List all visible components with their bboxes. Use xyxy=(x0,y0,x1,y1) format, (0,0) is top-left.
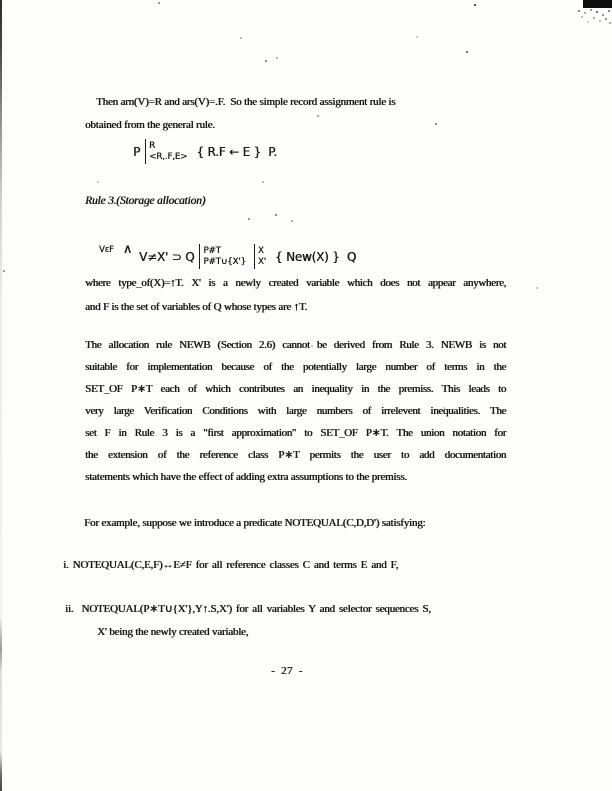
discussion-line7: statements which have the effect of adding extra assumptions to the premiss. xyxy=(85,471,407,483)
discussion-line5: set F in Rule 3 is a "first approximation" to SET_OF P∗T. The union notation for xyxy=(85,427,506,439)
discussion-line4: very large Verification Conditions with large numbers of irrelevent inequalities. The xyxy=(85,405,506,417)
formula1-subscript: <R,.F,E> xyxy=(149,151,188,162)
formula2-bar1-subscript: P#T∪{X'} xyxy=(203,256,246,267)
formula2-stack-2 xyxy=(258,246,266,267)
discussion-line3: SET_OF P∗T each of which contributes an inequality in the premiss. This leads to xyxy=(85,383,506,395)
formula2-bar2-superscript: X xyxy=(257,246,264,256)
item-i-line: i. NOTEQUAL(C,E,F)↔E≠F for all reference classes C and terms E and F, xyxy=(63,559,399,571)
paragraph1-line1: Then arn(V)=R and ars(V)=.F. So the simple record assignment rule is xyxy=(96,96,396,108)
conjunction-index: VεF xyxy=(99,245,114,255)
formula2-body: { New(X) } Q xyxy=(274,249,357,264)
restriction-bar xyxy=(145,139,146,164)
rule3-heading: Rule 3.(Storage allocation) xyxy=(85,195,206,207)
substitution-bar-2 xyxy=(254,244,255,269)
example-intro-line: For example, suppose we introduce a predicate NOTEQUAL(C,D,D') satisfying: xyxy=(84,517,426,529)
scan-corner-noise xyxy=(575,9,577,11)
scan-edge-strip xyxy=(0,0,2,791)
formula2-antecedent: V≠X' ⊃ Q xyxy=(139,249,195,264)
discussion-line1: The allocation rule NEWB (Section 2.6) cannot be derived from Rule 3. NEWB is not xyxy=(85,339,506,351)
formula1-superscript: R xyxy=(149,141,155,151)
record-assignment-formula xyxy=(133,139,277,164)
where-clause-line1: where type_of(X)=↑T. X' is a newly created variable which does not appear anywhere, xyxy=(85,277,506,289)
conjunction-wedge: ∧ xyxy=(122,242,133,257)
discussion-line6: the extension of the reference class P∗T permits the user to add documentation xyxy=(85,449,506,461)
paragraph1-line2: obtained from the general rule. xyxy=(85,119,215,131)
formula1-supsub-stack xyxy=(149,141,187,162)
formula2-bar1-superscript: P#T xyxy=(203,246,221,256)
scan-corner-mark xyxy=(583,0,612,8)
where-clause-line2: and F is the set of variables of Q whose types are ↑T. xyxy=(85,301,308,313)
page-number: - 27 - xyxy=(271,665,303,677)
formula1-lhs: P xyxy=(133,144,141,159)
item-ii-line2: X' being the newly created variable, xyxy=(97,626,249,638)
formula2-stack-1 xyxy=(203,246,246,267)
item-ii-line1: ii. NOTEQUAL(P∗T∪{X'},Y↑.S,X') for all variables Y and selector sequences S, xyxy=(65,603,431,615)
formula1-body: { R.F ← E } P. xyxy=(196,144,277,159)
formula2-bar2-subscript: X' xyxy=(257,256,266,267)
substitution-bar-1 xyxy=(199,244,200,269)
scan-noise-specks xyxy=(0,0,2,2)
discussion-line2: suitable for implementation because of the potentially large number of terms in the xyxy=(85,361,506,373)
